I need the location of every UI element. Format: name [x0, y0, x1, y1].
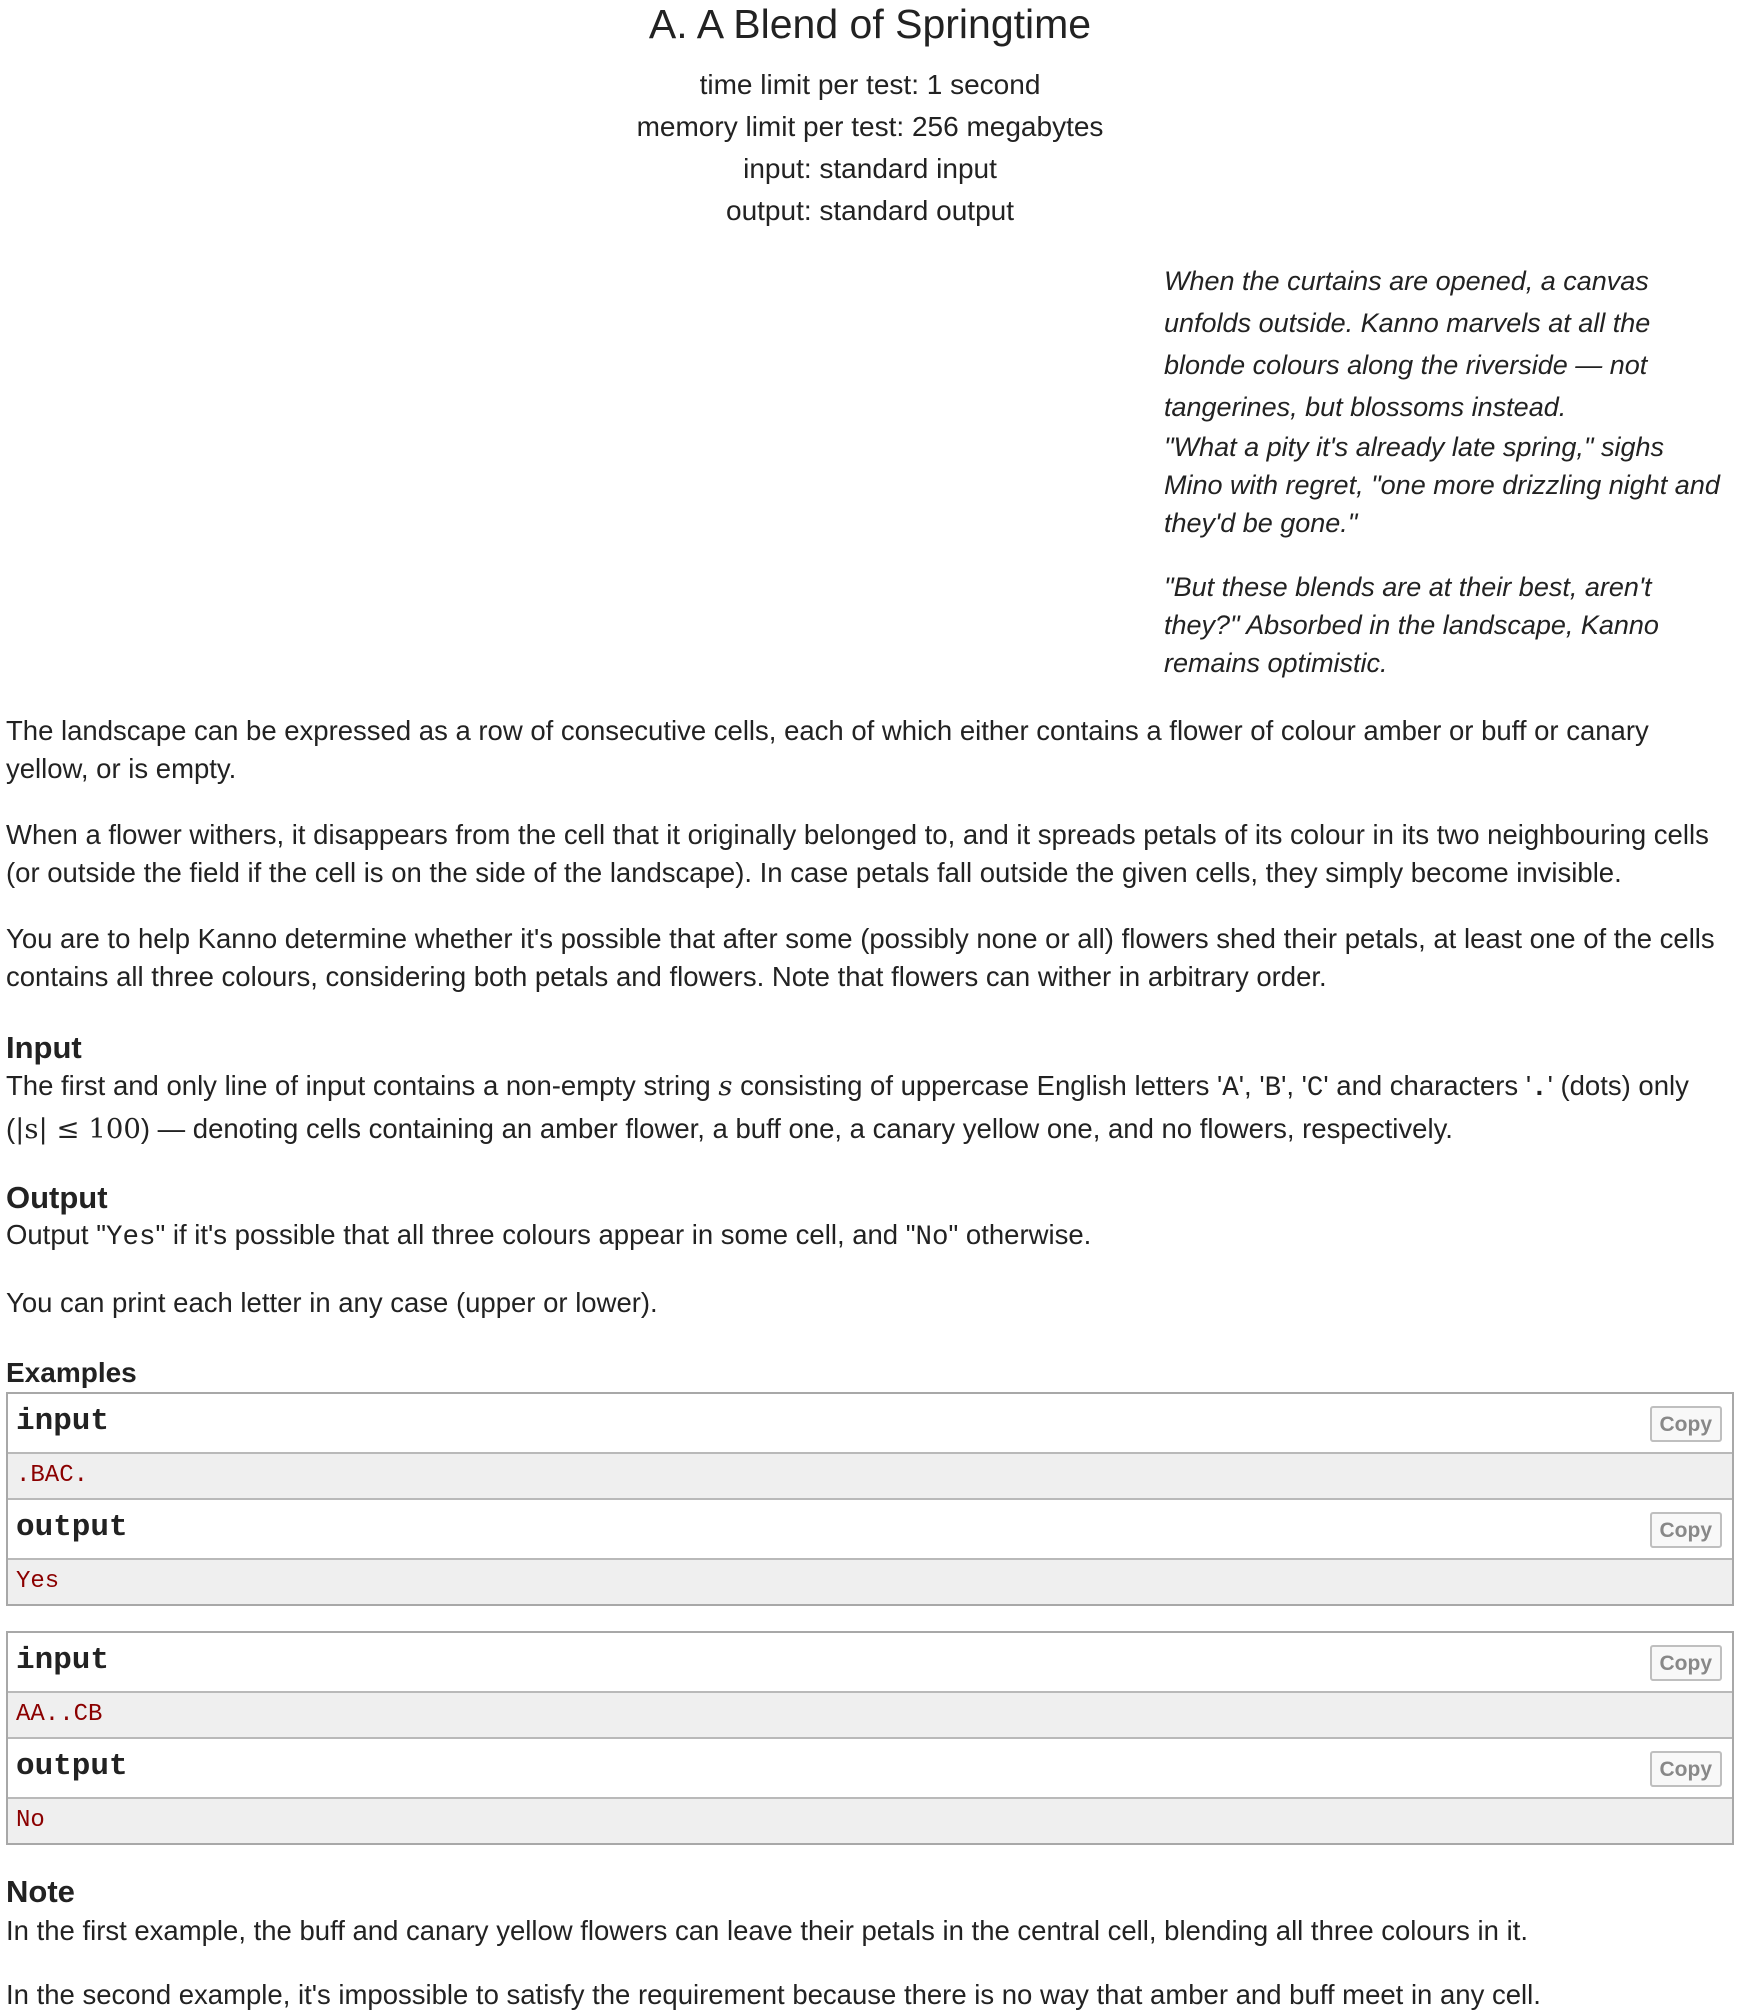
examples-label: Examples — [6, 1357, 137, 1388]
note-paragraph-2: In the second example, it's impossible to satisfy the requirement because there is no way that amber and buff meet in any cell. — [6, 1979, 1541, 2010]
output-label: output — [16, 1510, 128, 1545]
no-literal: No — [915, 1222, 949, 1253]
copy-output-button[interactable]: Copy — [1650, 1751, 1723, 1787]
length-constraint: |s| ≤ 100 — [15, 1113, 141, 1145]
input-section-title: Input — [6, 1030, 82, 1065]
epigraph-paragraph-3: "But these blends are at their best, aren't they?" Absorbed in the landscape, Kanno remains optimistic. — [1164, 572, 1659, 678]
example-2-input-header — [8, 1633, 1732, 1693]
statement-paragraph-2: When a flower withers, it disappears from the cell that it originally belonged to, and it spreads petals of its colour in its two neighbouring cells (or outside the field if the cell is on the side of the landscape). In case petals fall outside the given cells, they simply become invisible. — [6, 819, 1709, 888]
output-target: output: standard output — [726, 195, 1014, 226]
epigraph — [1164, 260, 1724, 682]
letter-c: C — [1306, 1073, 1324, 1104]
copy-output-button[interactable]: Copy — [1650, 1512, 1723, 1548]
epigraph-paragraph-1: When the curtains are opened, a canvas unfolds outside. Kanno marvels at all the blonde colours along the riverside — not tangerines, but blossoms instead. — [1164, 266, 1651, 422]
letter-a: A — [1222, 1073, 1239, 1104]
time-limit: time limit per test: 1 second — [699, 69, 1041, 100]
example-2-input: AA..CB — [8, 1693, 1732, 1739]
problem-limits — [0, 64, 1740, 232]
statement-paragraph-1: The landscape can be expressed as a row of consecutive cells, each of which either contains a flower of colour amber or buff or canary yellow, or is empty. — [6, 715, 1649, 784]
example-1-output-header — [8, 1500, 1732, 1560]
dot-char: . — [1531, 1073, 1548, 1104]
example-2 — [6, 1631, 1734, 1845]
note-section-title: Note — [6, 1874, 75, 1909]
input-section-text: The first and only line of input contains a non-empty string s consisting of uppercase English letters 'A', 'B', 'C' and characters '.' (dots) only (|s| ≤ 100) — denoting cells containing an amber flower, a buff one, a canary yellow one, and no flowers, respectively. — [6, 1070, 1689, 1145]
memory-limit: memory limit per test: 256 megabytes — [636, 111, 1104, 142]
example-1-output: Yes — [8, 1560, 1732, 1604]
input-label: input — [16, 1404, 110, 1439]
statement-paragraph-3: You are to help Kanno determine whether it's possible that after some (possibly none or all) flowers shed their petals, at least one of the cells contains all three colours, considering both petals and flowers. Note that flowers can wither in arbitrary order. — [6, 923, 1715, 992]
output-section-title: Output — [6, 1180, 108, 1215]
example-2-output: No — [8, 1799, 1732, 1843]
copy-input-button[interactable]: Copy — [1650, 1406, 1723, 1442]
note-paragraph-1: In the first example, the buff and canary yellow flowers can leave their petals in the central cell, blending all three colours in it. — [6, 1915, 1528, 1946]
example-1-input: .BAC. — [8, 1454, 1732, 1500]
output-label: output — [16, 1749, 128, 1784]
yes-literal: Yes — [105, 1222, 156, 1253]
output-section-text: Output "Yes" if it's possible that all three colours appear in some cell, and "No" otherwise. — [6, 1219, 1092, 1253]
output-case-note: You can print each letter in any case (upper or lower). — [6, 1287, 658, 1318]
example-1-input-header — [8, 1394, 1732, 1454]
variable-s: s — [718, 1070, 733, 1102]
input-source: input: standard input — [743, 153, 997, 184]
epigraph-paragraph-2: "What a pity it's already late spring," sighs Mino with regret, "one more drizzling night and they'd be gone." — [1164, 432, 1720, 538]
example-2-output-header — [8, 1739, 1732, 1799]
copy-input-button[interactable]: Copy — [1650, 1645, 1723, 1681]
example-1 — [6, 1392, 1734, 1606]
input-label: input — [16, 1643, 110, 1678]
letter-b: B — [1264, 1073, 1282, 1104]
problem-title: A. A Blend of Springtime — [648, 1, 1092, 47]
